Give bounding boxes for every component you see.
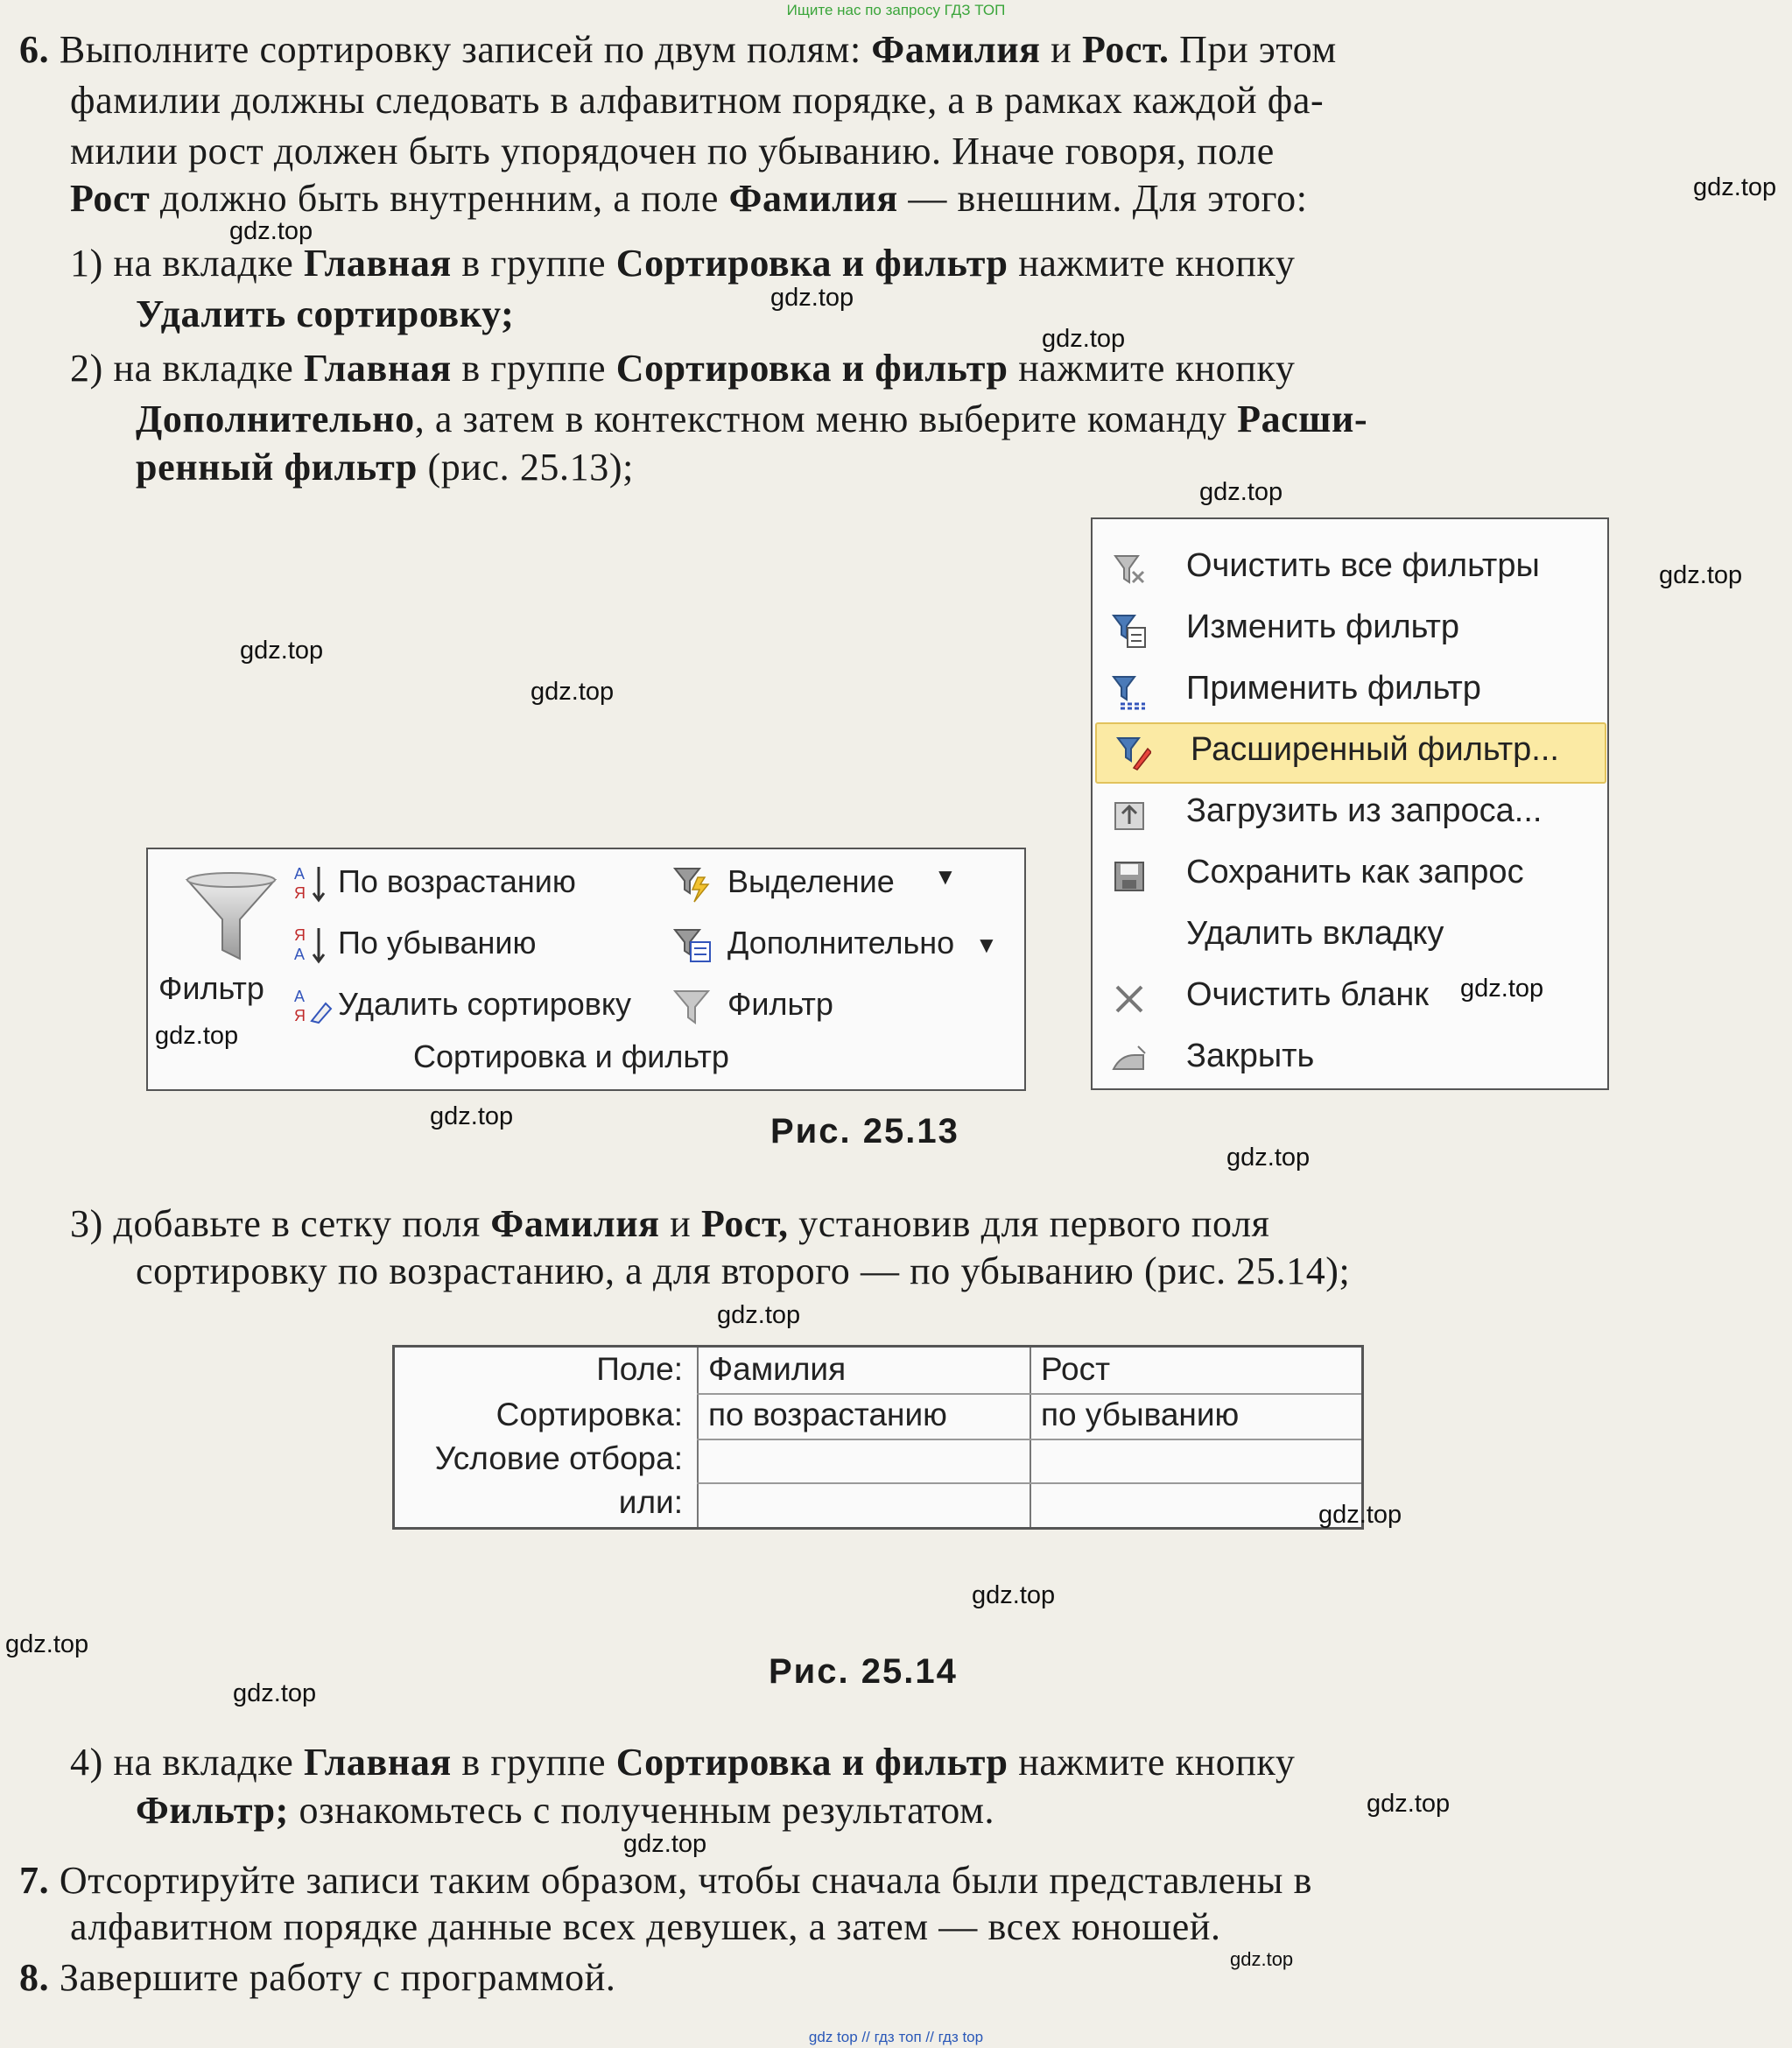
site-mark: gdz.top [623,1830,707,1858]
sort-ascending-button[interactable] [292,862,660,905]
step6-line4: Рост должно быть внутренним, а поле Фамилия — внешним. Для этого: [70,177,1308,220]
menu-item-clear-grid[interactable]: Очистить бланк [1093,969,1607,1027]
sub3-line2: сортировку по возрастанию, а для второго — по убыванию (рис. 25.14); [136,1249,1351,1292]
site-mark: gdz.top [1693,173,1777,201]
menu-item-apply-filter[interactable]: Применить фильтр [1093,663,1607,721]
svg-text:А: А [294,988,306,1005]
advanced-dropdown-arrow-icon: ▼ [975,932,998,958]
grid-divider [697,1482,1361,1484]
site-mark: gdz.top [155,1022,239,1050]
apply-filter-icon [1112,675,1147,710]
site-mark: gdz.top [717,1301,801,1329]
site-mark: gdz.top [1318,1501,1402,1529]
site-mark: gdz.top [1230,1948,1294,1970]
sort-ascending-label: По возрастанию [338,863,576,899]
sub3-line1: 3) добавьте в сетку поля Фамилия и Рост, установив для первого поля [70,1202,1270,1245]
site-mark: gdz.top [770,284,854,312]
grid-cell-field-surname[interactable]: Фамилия [708,1351,847,1387]
selection-button[interactable] [673,862,1015,905]
close-icon [1112,982,1147,1017]
site-mark: gdz.top [1199,478,1283,506]
svg-text:А: А [294,946,306,963]
site-mark: gdz.top [240,637,324,665]
sub4-line2: Фильтр; ознакомьтесь с полученным результатом. [136,1789,995,1832]
step8-line1: 8. Завершите работу с программой. [19,1956,616,1999]
step7-line1: 7. Отсортируйте записи таким образом, чтобы сначала были представлены в [19,1859,1313,1902]
funnel-icon [183,867,279,963]
sub2-line2: Дополнительно, а затем в контекстном меню выберите команду Расши- [136,398,1368,440]
close-window-icon [1112,1043,1147,1078]
svg-text:А: А [294,865,306,883]
toggle-filter-button[interactable] [673,984,1015,1028]
grid-row-label-sort: Сортировка: [495,1397,683,1432]
site-mark: gdz.top [972,1581,1056,1609]
menu-item-delete-tab[interactable]: Удалить вкладку [1186,915,1444,952]
edit-filter-icon [1112,614,1147,649]
grid-divider [697,1348,699,1527]
advanced-context-menu [1091,517,1609,1090]
load-query-icon [1112,798,1147,833]
sub1-line1: 1) на вкладке Главная в группе Сортировка и фильтр нажмите кнопку [70,242,1296,285]
site-mark: gdz.top [233,1679,317,1707]
clear-filters-icon [1112,552,1147,588]
selection-dropdown-arrow-icon: ▼ [934,863,957,890]
figure-caption-25-14: Рис. 25.14 [769,1652,958,1691]
remove-sort-icon [292,986,333,1026]
site-mark: gdz.top [1226,1144,1311,1172]
sort-ascending-icon [292,863,333,904]
menu-item-advanced-filter[interactable]: Расширенный фильтр... [1095,722,1606,784]
step7-line2: алфавитном порядке данные всех девушек, а затем — всех юношей. [70,1905,1221,1948]
menu-item-save-as-query[interactable]: Сохранить как запрос [1093,847,1607,904]
step6-line1: 6. Выполните сортировку записей по двум полям: Фамилия и Рост. При этом [19,28,1337,71]
advanced-filter-icon [673,926,712,965]
menu-item-edit-filter[interactable]: Изменить фильтр [1093,602,1607,659]
ribbon-group-label: Сортировка и фильтр [413,1038,729,1074]
svg-text:Я: Я [294,1007,306,1024]
grid-cell-field-height[interactable]: Рост [1041,1351,1111,1387]
grid-divider [1030,1348,1031,1527]
ribbon-sort-filter-group [146,848,1026,1091]
site-mark: gdz.top [1367,1790,1451,1818]
svg-text:Я: Я [294,884,306,902]
advanced-filter-icon [1116,736,1151,771]
site-mark: gdz.top [531,678,615,706]
query-design-grid [392,1345,1364,1530]
grid-cell-sort-desc[interactable]: по убыванию [1041,1397,1240,1432]
top-watermark: Ищите нас по запросу ГДЗ ТОП [786,2,1006,18]
remove-sort-button[interactable] [292,984,660,1028]
selection-label: Выделение [727,863,895,899]
sort-descending-button[interactable] [292,923,660,967]
site-mark: gdz.top [229,217,313,245]
grid-cell-sort-asc[interactable]: по возрастанию [708,1397,947,1432]
advanced-label: Дополнительно [727,925,955,961]
toggle-filter-icon [673,988,712,1026]
save-query-icon [1112,859,1147,894]
sub2-line1: 2) на вкладке Главная в группе Сортировка и фильтр нажмите кнопку [70,347,1296,390]
grid-divider [697,1439,1361,1440]
site-mark: gdz.top [1460,975,1544,1003]
menu-item-load-from-query[interactable]: Загрузить из запроса... [1093,785,1607,843]
sort-descending-icon [292,925,333,965]
sort-descending-label: По убыванию [338,925,537,961]
figure-caption-25-13: Рис. 25.13 [770,1112,959,1151]
step6-line3: милии рост должен быть упорядочен по убыванию. Иначе говоря, поле [70,130,1275,172]
site-mark: gdz.top [1042,325,1126,353]
menu-item-clear-all-filters[interactable]: Очистить все фильтры [1093,540,1607,598]
menu-item-close[interactable]: Закрыть [1093,1031,1607,1088]
sub2-line3: ренный фильтр (рис. 25.13); [136,446,634,489]
grid-row-label-criteria: Условие отбора: [434,1440,683,1476]
filter-big-button[interactable] [158,867,290,1016]
bottom-watermark: gdz top // гдз топ // гдз top [808,2029,984,2045]
grid-row-label-or: или: [618,1484,683,1520]
advanced-button[interactable] [673,923,1015,967]
site-mark: gdz.top [430,1102,514,1130]
grid-divider [697,1393,1361,1395]
site-mark: gdz.top [1659,561,1743,589]
site-mark: gdz.top [5,1630,89,1658]
selection-filter-icon [673,865,712,904]
grid-row-label-field: Поле: [596,1351,683,1387]
filter-button-label: Фильтр [158,970,264,1006]
remove-sort-label: Удалить сортировку [338,986,632,1022]
step6-line2: фамилии должны следовать в алфавитном порядке, а в рамках каждой фа- [70,79,1325,122]
svg-text:Я: Я [294,926,306,944]
sub1-line2: Удалить сортировку; [136,292,515,335]
toggle-filter-label: Фильтр [727,986,833,1022]
sub4-line1: 4) на вкладке Главная в группе Сортировка и фильтр нажмите кнопку [70,1741,1296,1784]
